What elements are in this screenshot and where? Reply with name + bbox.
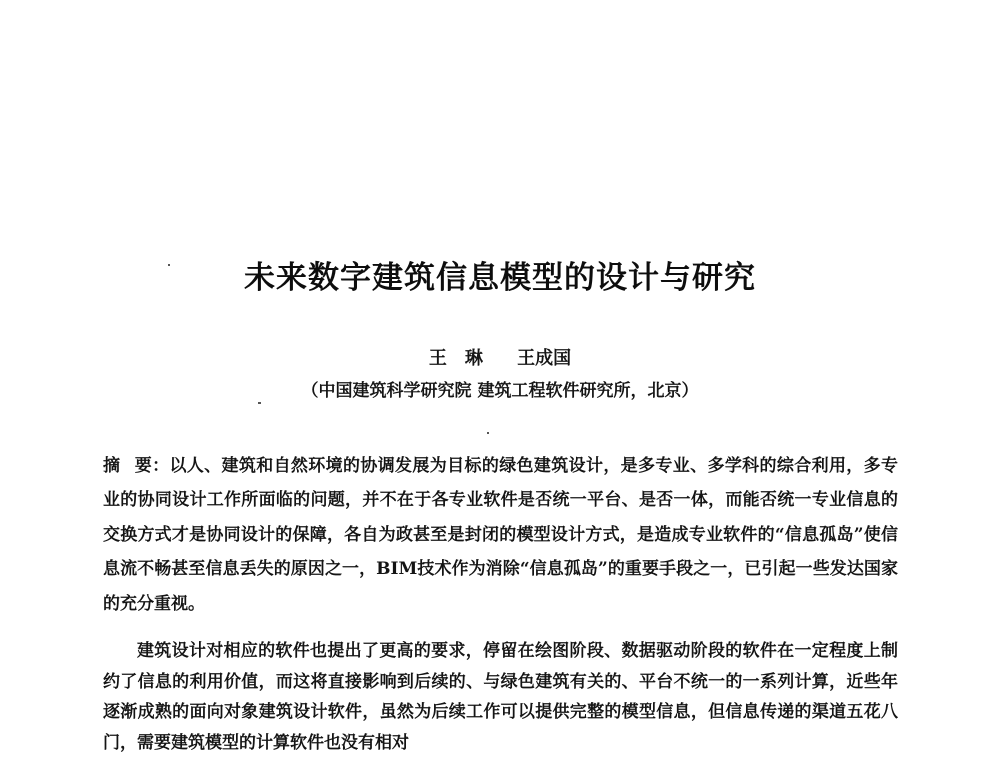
abstract-label-part: 摘 [103, 456, 121, 476]
author-name: 王成国 [517, 348, 572, 369]
abstract-text: 以人、建筑和自然环境的协调发展为目标的绿色建筑设计，是多专业、多学科的综合利用，多专业的协同设计工作所面临的问题，并不在于各专业软件是否统一平台、是否一体，而能否统一专业信息的交换方式才是协同设计的保障，各自为政甚至是封闭的模型设计方式，是造成专业软件的“信息孤岛”使信息流不畅甚至信息丢失的原因之一，BIM技术作为消除“信息孤岛”的重要手段之一，已引起一些发达国家的充分重视。 [103, 456, 899, 614]
paper-title: 未来数字建筑信息模型的设计与研究 [244, 260, 756, 296]
abstract-label-part: 要： [134, 456, 170, 476]
author-name: 王 琳 [428, 348, 483, 369]
scan-speck [487, 432, 489, 434]
abstract-paragraph [103, 449, 898, 621]
author-line [0, 344, 1000, 370]
scan-speck [258, 402, 261, 404]
body-paragraph: 建筑设计对相应的软件也提出了更高的要求，停留在绘图阶段、数据驱动阶段的软件在一定程度上制约了信息的利用价值，而这将直接影响到后续的、与绿色建筑有关的、平台不统一的一系列计算，近些年逐渐成熟的面向对象建筑设计软件，虽然为后续工作可以提供完整的模型信息，但信息传递的渠道五花八门，需要建筑模型的计算软件也没有相对 [103, 641, 898, 753]
author-affiliation: （中国建筑科学研究院 建筑工程软件研究所，北京） [301, 381, 699, 401]
abstract-label [103, 456, 169, 476]
scan-speck [168, 264, 170, 266]
